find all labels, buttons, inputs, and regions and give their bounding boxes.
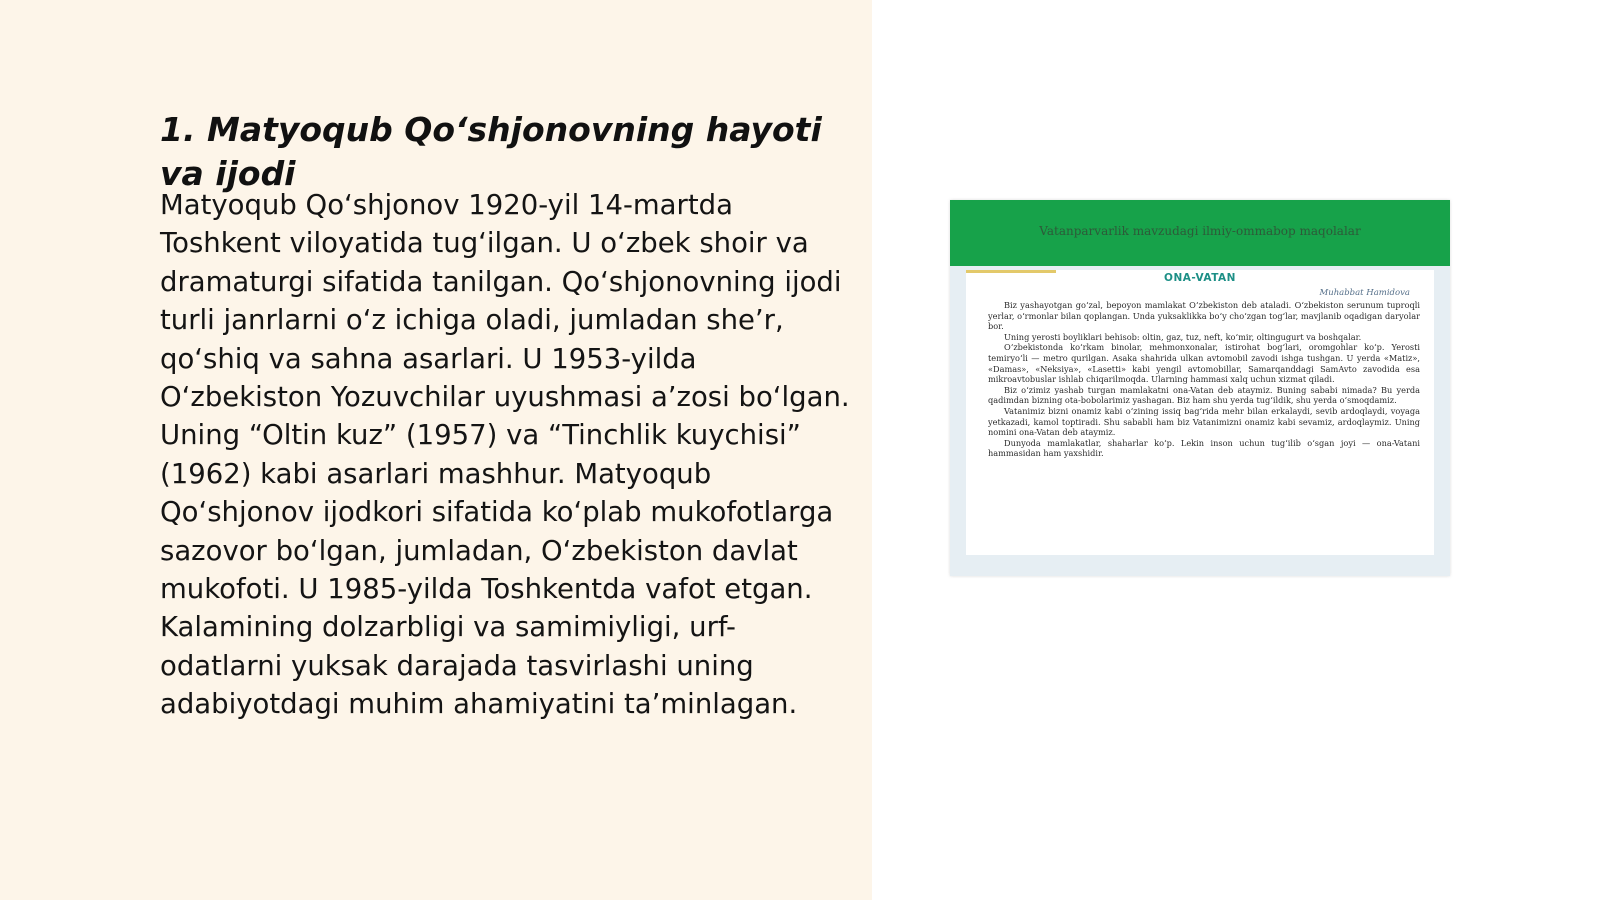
article-paragraph: O‘zbekistonda ko‘rkam binolar, mehmonxonalar, istirohat bog‘lari, oromgohlar ko‘p. Yerosti temiryo‘li — metro qurilgan. Asaka shahrida ulkan avtomobil zavodi ishga tushgan. U yerda «Matiz», «Damas», «Neksiya», «Lasetti» kabi yengil avtomobillar, Samarqanddagi SamAvto zavodida esa mikroavtobuslar ishlab chiqarilmoqda. Ularning hammasi xalq uchun xizmat qiladi. [988, 342, 1420, 385]
article-heading: ONA-VATAN [1164, 272, 1236, 284]
article-paragraph: Uning yerosti boyliklari behisob: oltin, gaz, tuz, neft, ko‘mir, oltingugurt va boshqalar. [1004, 331, 1362, 342]
page-content [966, 270, 1434, 555]
article-paragraph: Biz o‘zimiz yashab turgan mamlakatni ona-Vatan deb ataymiz. Buning sababi nimada? Bu yerda qadimdan bizning ota-bobolarimiz yashagan. Biz ham shu yerda tug‘ildik, shu yerda o‘smoqdamiz. [988, 384, 1420, 406]
article-author: Muhabbat Hamidova [1319, 288, 1410, 298]
article-paragraph: Dunyoda mamlakatlar, shaharlar ko‘p. Lekin inson uchun tug‘ilib o‘sgan joyi — ona-Vatani hammasidan ham yaxshidir. [988, 437, 1420, 459]
page-header-band [950, 200, 1450, 266]
textbook-page-image [950, 200, 1450, 576]
article-text [988, 300, 1420, 552]
slide-title: 1. Matyoqub Qo‘shjonovning hayoti va ijodi [160, 110, 822, 193]
page-header-text: Vatanparvarlik mavzudagi ilmiy-ommabop maqolalar [1039, 224, 1361, 238]
article-paragraph: Vatanimiz bizni onamiz kabi o‘zining issiq bag‘rida mehr bilan erkalaydi, sevib ardoqlaydi, voyaga yetkazadi, kamol toptiradi. Shu sababli ham biz Vatanimizni onamiz kabi sevamiz, ardoqlaymiz. Uning nomini ona-Vatan deb ataymiz. [988, 405, 1420, 438]
article-paragraph: Biz yashayotgan go‘zal, bepoyon mamlakat O‘zbekiston deb ataladi. O‘zbekiston serunum tuproqli yerlar, o‘rmonlar bilan qoplangan. Unda yuksaklikka bo‘y cho‘zgan tog‘lar, mavjlanib oqadigan daryolar bor. [988, 300, 1420, 332]
slide-body-text: Matyoqub Qo‘shjonov 1920-yil 14-martda Toshkent viloyatida tug‘ilgan. U o‘zbek shoir va dramaturgi sifatida tanilgan. Qo‘shjonovning ijodi turli janrlarni o‘z ichiga oladi, jumladan she’r, qo‘shiq va sahna asarlari. U 1953-yilda O‘zbekiston Yozuvchilar uyushmasi a’zosi bo‘lgan. Uning “Oltin kuz” (1957) va “Tinchlik kuychisi” (1962) kabi asarlari mashhur. Matyoqub Qo‘shjonov ijodkori sifatida ko‘plab mukofotlarga sazovor bo‘lgan, jumladan, O‘zbekiston davlat mukofoti. U 1985-yilda Toshkentda vafot etgan. Kalamining dolzarbligi va samimiyligi, urf-odatlarni yuksak darajada tasvirlashi uning adabiyotdagi muhim ahamiyatini ta’minlagan. [160, 189, 850, 721]
